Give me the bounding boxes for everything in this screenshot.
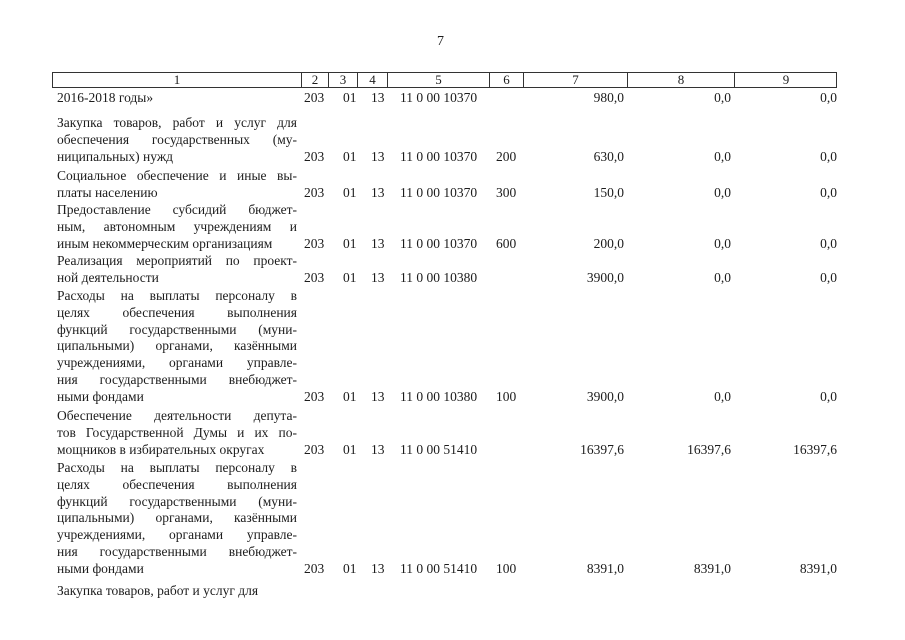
row-description bbox=[57, 115, 297, 165]
description-line: Закупка товаров, работ и услуг для bbox=[57, 115, 297, 130]
description-line: ными фондами bbox=[57, 560, 144, 576]
description-line: тов Государственной Думы и их по- bbox=[57, 424, 297, 440]
cell-c8: 16397,6 bbox=[687, 441, 731, 457]
row-description bbox=[57, 168, 297, 202]
cell-c4: 13 bbox=[371, 269, 385, 285]
cell-c9: 8391,0 bbox=[799, 560, 837, 576]
description-line: 2016-2018 годы» bbox=[57, 90, 154, 105]
cell-c2: 203 bbox=[304, 388, 325, 404]
row-description bbox=[57, 408, 297, 458]
row-description bbox=[57, 583, 297, 600]
cell-c2: 203 bbox=[304, 235, 325, 251]
row-description bbox=[57, 460, 297, 578]
cell-c4: 13 bbox=[371, 441, 385, 457]
cell-c7: 16397,6 bbox=[580, 441, 624, 457]
description-line: ной деятельности bbox=[57, 269, 159, 285]
cell-c7: 630,0 bbox=[593, 148, 624, 164]
header-col-4: 4 bbox=[357, 73, 387, 87]
cell-c8: 0,0 bbox=[714, 148, 731, 164]
cell-c8: 0,0 bbox=[714, 388, 731, 404]
cell-c8: 0,0 bbox=[714, 184, 731, 200]
cell-c5: 11 0 00 10370 bbox=[400, 184, 478, 200]
cell-c9: 0,0 bbox=[820, 148, 837, 164]
description-line: ципальными) органами, казёнными bbox=[57, 510, 297, 526]
cell-c8: 8391,0 bbox=[693, 560, 731, 576]
cell-c6: 600 bbox=[496, 235, 517, 251]
cell-c6: 100 bbox=[496, 560, 517, 576]
description-line: мощников в избирательных округах bbox=[57, 441, 265, 457]
cell-c8: 0,0 bbox=[714, 269, 731, 285]
cell-c2: 203 bbox=[304, 184, 325, 200]
description-line: функций государственными (муни- bbox=[57, 493, 297, 509]
cell-c9: 16397,6 bbox=[793, 441, 837, 457]
header-col-5: 5 bbox=[387, 73, 489, 87]
cell-c4: 13 bbox=[371, 388, 385, 404]
cell-c5: 11 0 00 51410 bbox=[400, 560, 478, 576]
cell-c3: 01 bbox=[343, 560, 357, 576]
cell-c9: 0,0 bbox=[820, 235, 837, 251]
cell-c8: 0,0 bbox=[714, 90, 731, 105]
description-line: Реализация мероприятий по проект- bbox=[57, 253, 297, 268]
cell-c3: 01 bbox=[343, 235, 357, 251]
table-header bbox=[52, 72, 837, 88]
description-line: Предоставление субсидий бюджет- bbox=[57, 202, 297, 217]
cell-c5: 11 0 00 10370 bbox=[400, 148, 478, 164]
description-line: Обеспечение деятельности депута- bbox=[57, 408, 297, 423]
cell-c6: 100 bbox=[496, 388, 517, 404]
cell-c5: 11 0 00 51410 bbox=[400, 441, 478, 457]
cell-c3: 01 bbox=[343, 148, 357, 164]
cell-c3: 01 bbox=[343, 441, 357, 457]
description-line: иным некоммерческим организациям bbox=[57, 235, 273, 251]
cell-c4: 13 bbox=[371, 560, 385, 576]
header-col-1: 1 bbox=[173, 72, 181, 87]
cell-c7: 150,0 bbox=[593, 184, 624, 200]
row-description bbox=[57, 253, 297, 287]
description-line: ниципальных) нужд bbox=[57, 148, 174, 164]
header-col-8: 8 bbox=[627, 73, 734, 87]
description-line: ния государственными внебюджет- bbox=[57, 371, 297, 387]
description-line: учреждениями, органами управле- bbox=[57, 355, 297, 371]
description-line: Расходы на выплаты персоналу в bbox=[57, 460, 297, 475]
description-line: обеспечения государственных (му- bbox=[57, 131, 297, 147]
description-line: Расходы на выплаты персоналу в bbox=[57, 288, 297, 303]
row-description bbox=[57, 288, 297, 406]
cell-c2: 203 bbox=[304, 560, 325, 576]
page-number: 7 bbox=[437, 34, 444, 49]
cell-c7: 8391,0 bbox=[586, 560, 624, 576]
cell-c7: 3900,0 bbox=[586, 388, 624, 404]
cell-c9: 0,0 bbox=[820, 388, 837, 404]
description-line: ным, автономным учреждениям и bbox=[57, 218, 297, 234]
cell-c2: 203 bbox=[304, 269, 325, 285]
cell-c7: 3900,0 bbox=[586, 269, 624, 285]
cell-c7: 980,0 bbox=[593, 90, 624, 105]
cell-c9: 0,0 bbox=[820, 90, 837, 105]
header-col-6: 6 bbox=[489, 73, 523, 87]
description-line: ния государственными внебюджет- bbox=[57, 543, 297, 559]
description-line: целях обеспечения выполнения bbox=[57, 304, 297, 320]
cell-c8: 0,0 bbox=[714, 235, 731, 251]
description-line: целях обеспечения выполнения bbox=[57, 476, 297, 492]
cell-c5: 11 0 00 10370 bbox=[400, 90, 478, 105]
description-line: платы населению bbox=[57, 184, 158, 200]
header-col-7: 7 bbox=[523, 73, 627, 87]
cell-c3: 01 bbox=[343, 269, 357, 285]
cell-c4: 13 bbox=[371, 90, 385, 105]
description-line: Закупка товаров, работ и услуг для bbox=[57, 583, 259, 598]
cell-c4: 13 bbox=[371, 148, 385, 164]
header-col-3: 3 bbox=[328, 73, 357, 87]
cell-c9: 0,0 bbox=[820, 269, 837, 285]
description-line: ными фондами bbox=[57, 388, 144, 404]
cell-c2: 203 bbox=[304, 90, 325, 105]
cell-c3: 01 bbox=[343, 90, 357, 105]
row-description bbox=[57, 202, 297, 252]
cell-c2: 203 bbox=[304, 148, 325, 164]
cell-c9: 0,0 bbox=[820, 184, 837, 200]
cell-c4: 13 bbox=[371, 235, 385, 251]
row-description bbox=[57, 90, 297, 107]
cell-c2: 203 bbox=[304, 441, 325, 457]
description-line: функций государственными (муни- bbox=[57, 321, 297, 337]
cell-c5: 11 0 00 10380 bbox=[400, 269, 478, 285]
header-col-9: 9 bbox=[734, 73, 837, 87]
cell-c5: 11 0 00 10380 bbox=[400, 388, 478, 404]
cell-c5: 11 0 00 10370 bbox=[400, 235, 478, 251]
description-line: Социальное обеспечение и иные вы- bbox=[57, 168, 297, 183]
cell-c4: 13 bbox=[371, 184, 385, 200]
cell-c6: 300 bbox=[496, 184, 517, 200]
cell-c7: 200,0 bbox=[593, 235, 624, 251]
cell-c6: 200 bbox=[496, 148, 517, 164]
description-line: учреждениями, органами управле- bbox=[57, 527, 297, 543]
cell-c3: 01 bbox=[343, 388, 357, 404]
cell-c3: 01 bbox=[343, 184, 357, 200]
description-line: ципальными) органами, казёнными bbox=[57, 338, 297, 354]
header-col-2: 2 bbox=[301, 73, 328, 87]
